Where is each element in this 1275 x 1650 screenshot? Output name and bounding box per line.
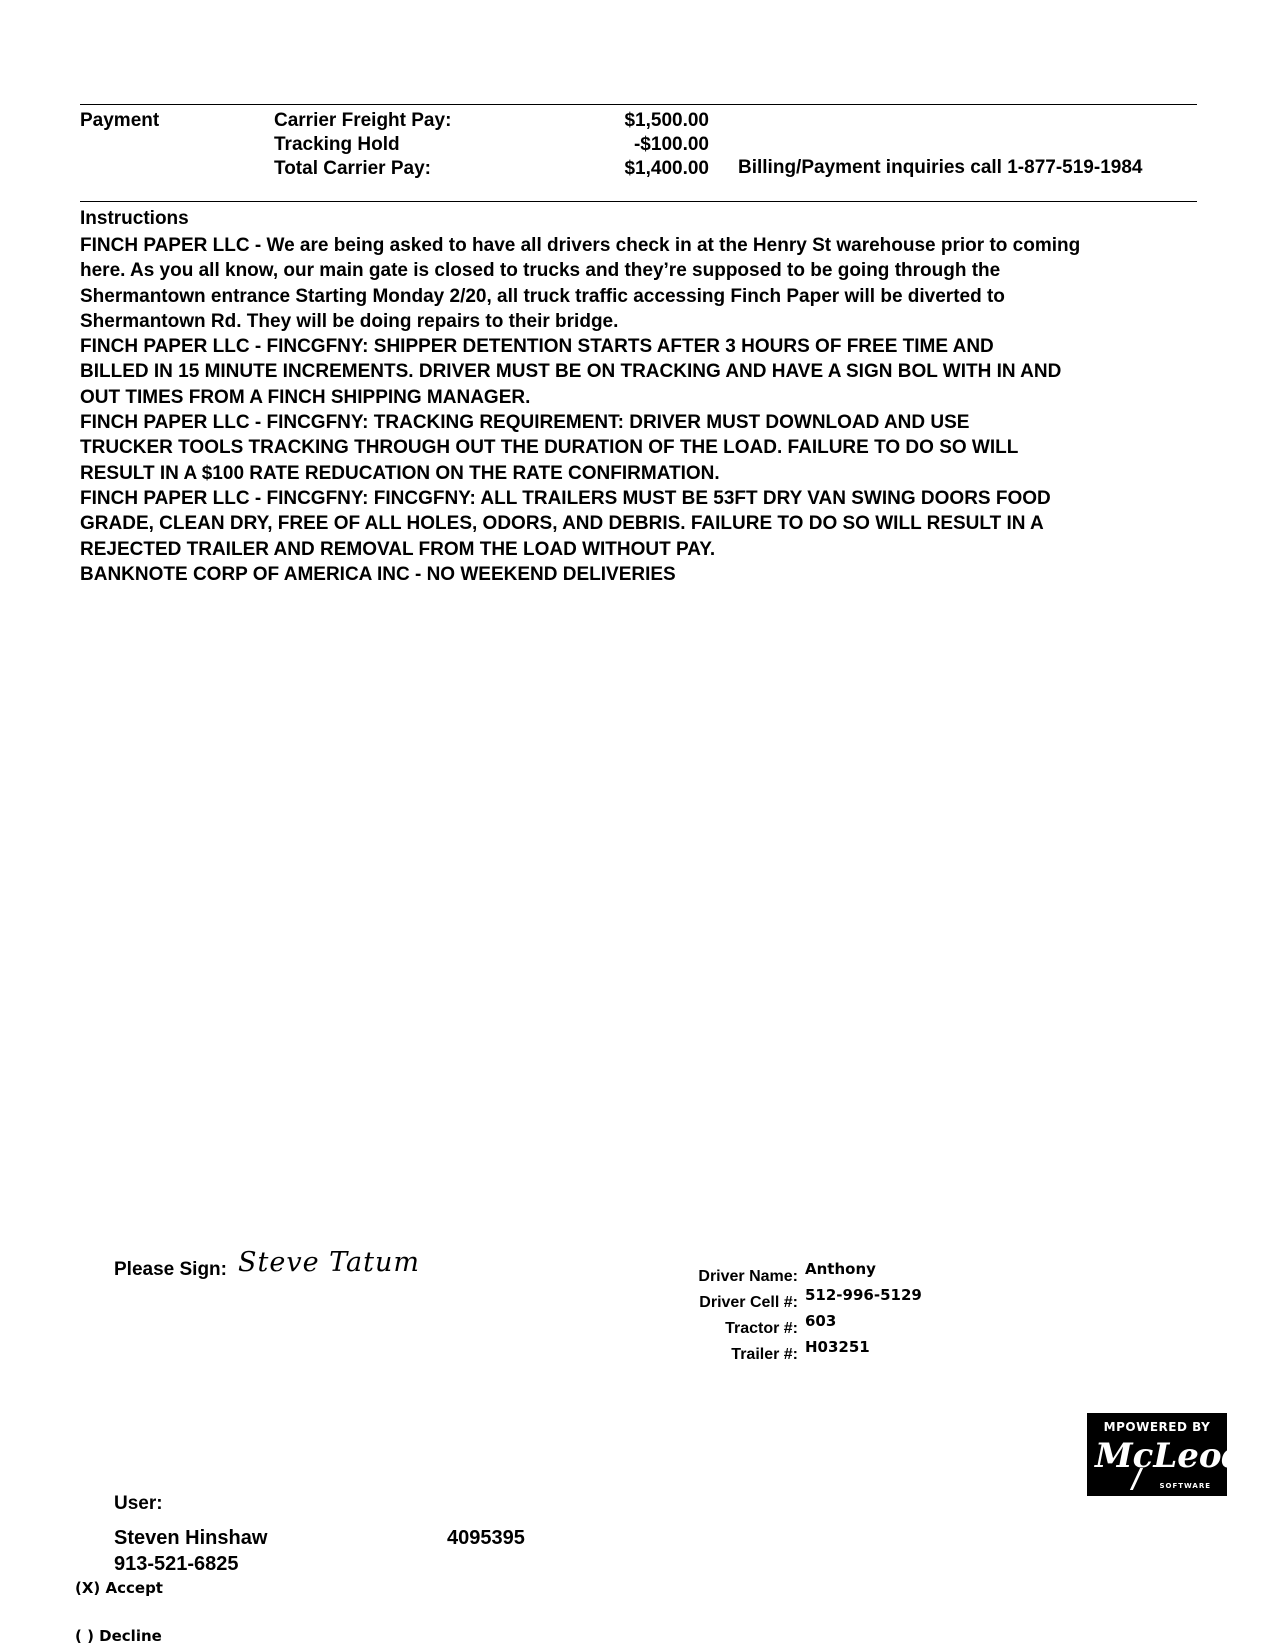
payment-amount-total: $1,400.00: [624, 158, 709, 179]
instruction-line: OUT TIMES FROM A FINCH SHIPPING MANAGER.: [80, 386, 531, 408]
instructions-heading: Instructions: [80, 208, 189, 229]
instruction-line: here. As you all know, our main gate is closed to trucks and they’re supposed to be going through the: [80, 260, 1001, 282]
mcleod-logo: [1087, 1413, 1246, 1496]
instruction-line: GRADE, CLEAN DRY, FREE OF ALL HOLES, ODORS, AND DEBRIS. FAILURE TO DO SO WILL RESULT IN A: [80, 513, 1044, 535]
user-id: 4095395: [447, 1527, 525, 1549]
tractor-number-label: Tractor #:: [725, 1320, 798, 1337]
user-phone: 913-521-6825: [114, 1553, 239, 1575]
logo-sub-text: SOFTWARE: [1159, 1482, 1211, 1490]
logo-main-text: McLeod: [1095, 1436, 1246, 1476]
middle-rule: [80, 201, 1197, 202]
payment-amount-freight: $1,500.00: [624, 110, 709, 131]
instruction-line: REJECTED TRAILER AND REMOVAL FROM THE LOAD WITHOUT PAY.: [80, 538, 716, 560]
accept-option[interactable]: (X) Accept: [75, 1579, 163, 1597]
decline-option[interactable]: ( ) Decline: [75, 1627, 162, 1645]
user-name: Steven Hinshaw: [114, 1527, 268, 1549]
instruction-line: BILLED IN 15 MINUTE INCREMENTS. DRIVER MUST BE ON TRACKING AND HAVE A SIGN BOL WITH IN AND: [80, 361, 1062, 383]
driver-name-label: Driver Name:: [698, 1268, 798, 1285]
instruction-line: TRUCKER TOOLS TRACKING THROUGH OUT THE DURATION OF THE LOAD. FAILURE TO DO SO WILL: [80, 437, 1019, 459]
instruction-line: FINCH PAPER LLC - FINCGFNY: FINCGFNY: ALL TRAILERS MUST BE 53FT DRY VAN SWING DOORS FOOD: [80, 487, 1051, 509]
trailer-number-value: H03251: [805, 1338, 870, 1356]
please-sign-label: Please Sign:: [114, 1259, 227, 1280]
payment-label-freight: Carrier Freight Pay:: [274, 110, 452, 131]
driver-name-value: Anthony: [805, 1260, 876, 1278]
billing-inquiries-note: Billing/Payment inquiries call 1-877-519-1984: [738, 157, 1143, 178]
user-label: User:: [114, 1493, 163, 1514]
driver-cell-label: Driver Cell #:: [699, 1294, 798, 1311]
instruction-line: FINCH PAPER LLC - We are being asked to have all drivers check in at the Henry St warehouse prior to coming: [80, 235, 1081, 256]
payment-label-tracking-hold: Tracking Hold: [274, 134, 400, 155]
top-rule: [80, 104, 1197, 105]
instruction-line: Shermantown Rd. They will be doing repairs to their bridge.: [80, 310, 619, 332]
instruction-line: Shermantown entrance Starting Monday 2/20, all truck traffic accessing Finch Paper will be diverted to: [80, 285, 1005, 307]
instruction-line: BANKNOTE CORP OF AMERICA INC - NO WEEKEND DELIVERIES: [80, 563, 676, 585]
instruction-line: FINCH PAPER LLC - FINCGFNY: TRACKING REQUIREMENT: DRIVER MUST DOWNLOAD AND USE: [80, 412, 970, 434]
payment-label-total: Total Carrier Pay:: [274, 158, 431, 179]
payment-heading: Payment: [80, 110, 160, 131]
driver-cell-value: 512-996-5129: [805, 1286, 922, 1304]
trailer-number-label: Trailer #:: [731, 1346, 798, 1363]
payment-amount-tracking-hold: -$100.00: [633, 134, 709, 155]
instructions-body: [80, 233, 1210, 587]
instruction-line: RESULT IN A $100 RATE REDUCATION ON THE RATE CONFIRMATION.: [80, 462, 720, 484]
tractor-number-value: 603: [805, 1312, 837, 1330]
instruction-line: FINCH PAPER LLC - FINCGFNY: SHIPPER DETENTION STARTS AFTER 3 HOURS OF FREE TIME AND: [80, 336, 994, 358]
signature: Steve Tatum: [238, 1247, 420, 1278]
logo-top-text: MPOWERED BY: [1103, 1420, 1211, 1434]
